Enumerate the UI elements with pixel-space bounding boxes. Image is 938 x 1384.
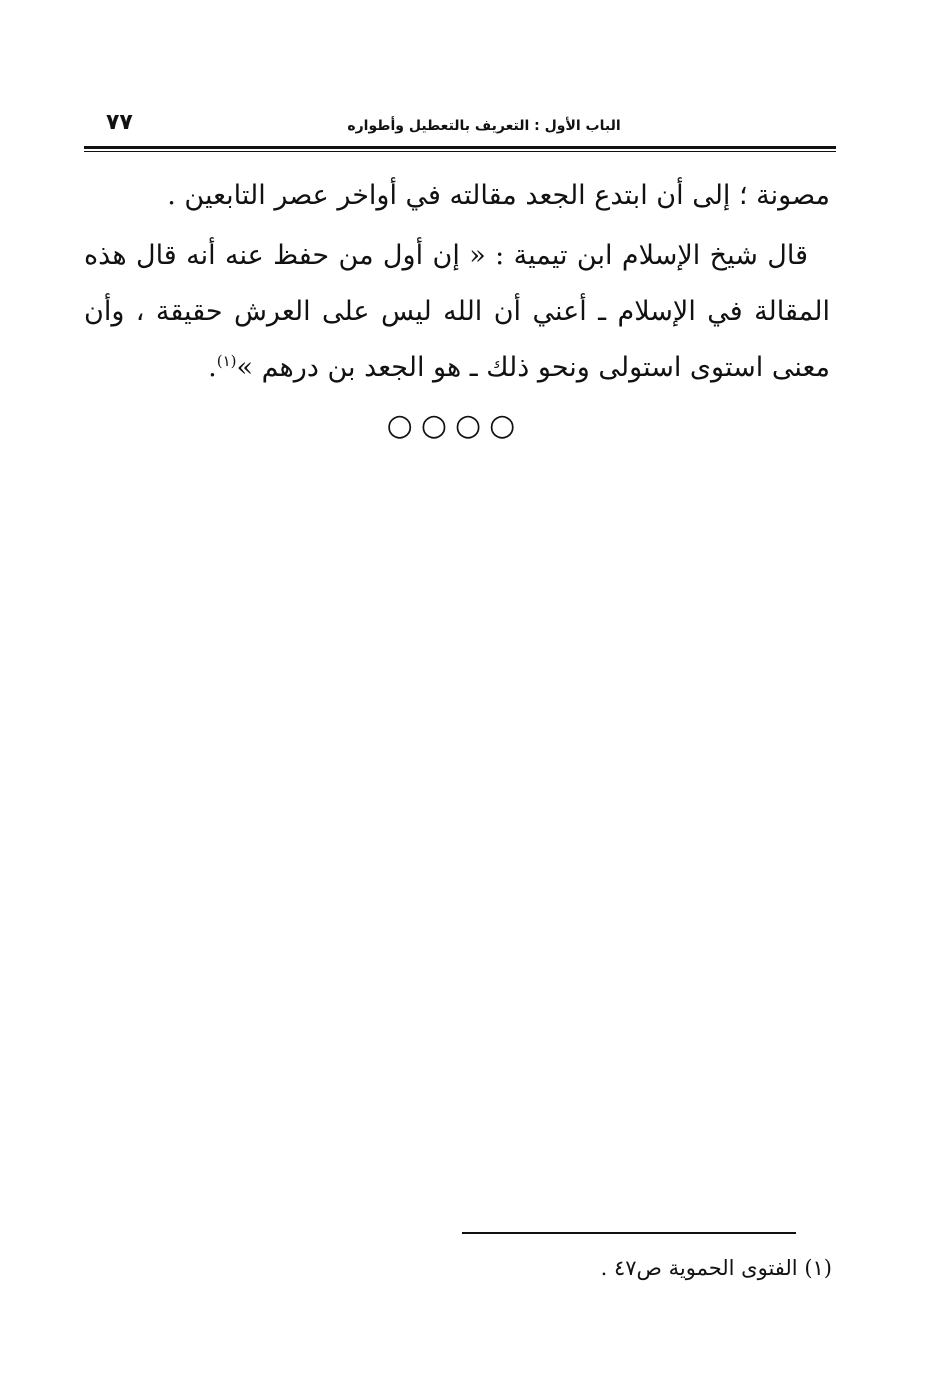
section-ornament: ○○○○ <box>386 408 524 443</box>
header-rule-thin <box>84 151 836 152</box>
footnote-marker: (١) <box>216 352 237 370</box>
paragraph-2 <box>84 228 830 396</box>
paragraph-1: مصونة ؛ إلى أن ابتدع الجعد مقالته في أواخر عصر التابعين . <box>167 180 830 211</box>
header-rule <box>84 146 836 149</box>
page-number: ٧٧ <box>106 110 133 135</box>
body-text <box>84 168 830 396</box>
paragraph-2-end: . <box>208 352 217 383</box>
running-title: الباب الأول : التعريف بالتعطيل وأطواره <box>347 118 621 134</box>
footnote: (١) الفتوى الحموية ص٤٧ . <box>600 1256 832 1280</box>
page-header <box>84 108 836 148</box>
footnote-rule <box>462 1232 796 1234</box>
paragraph-2-text: قال شيخ الإسلام ابن تيمية : « إن أول من حفظ عنه أنه قال هذه المقالة في الإسلام ـ أعني أن الله ليس على العرش حقيقة ، وأن معنى استوى استولى ونحو ذلك ـ هو الجعد بن درهم » <box>84 240 830 383</box>
